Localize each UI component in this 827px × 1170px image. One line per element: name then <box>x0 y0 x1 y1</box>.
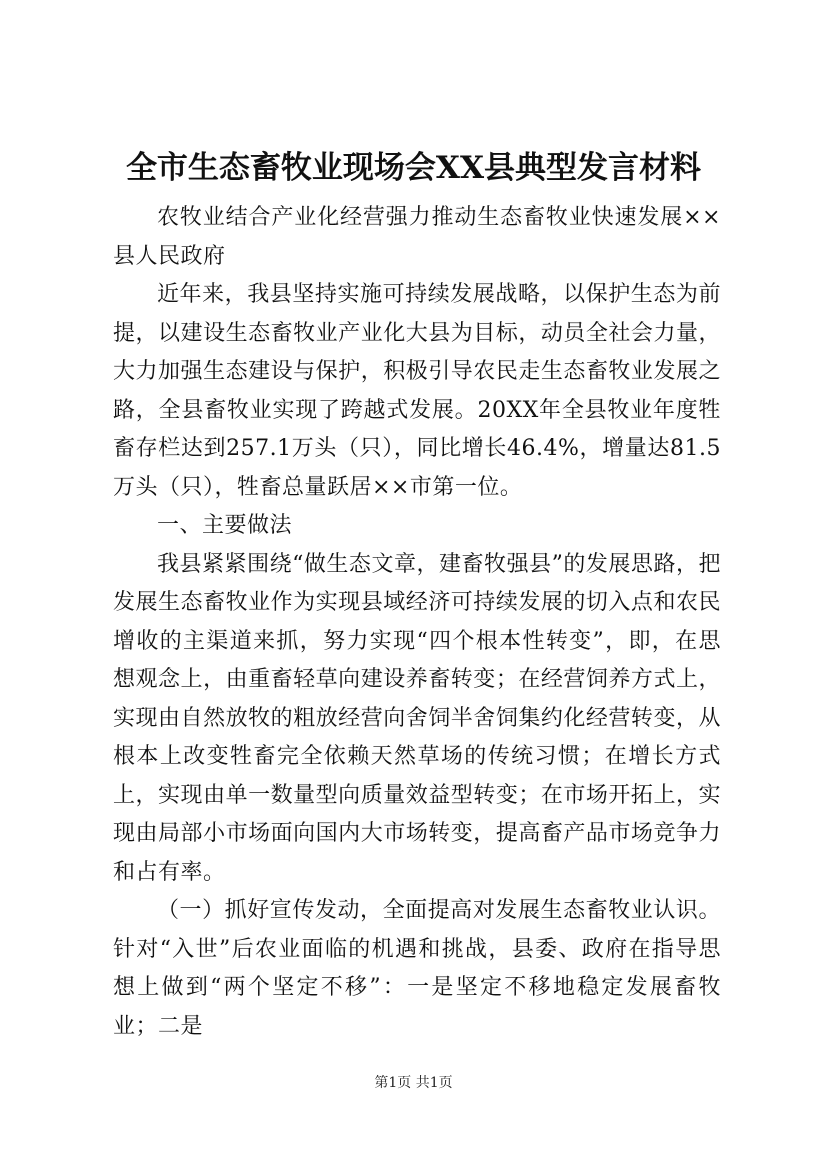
document-body <box>113 199 721 1046</box>
document-title: 全市生态畜牧业现场会XX县典型发言材料 <box>125 150 702 186</box>
page-footer: 第1页 共1页 <box>374 1075 453 1091</box>
body-paragraph: 我县紧紧围绕“做生态文章，建畜牧强县”的发展思路，把发展生态畜牧业作为实现县域经济可持续发展的切入点和农民增收的主渠道来抓，努力实现“四个根本性转变”，即，在思想观念上，由重畜轻草向建设养畜转变；在经营饲养方式上，实现由自然放牧的粗放经营向舍饲半舍饲集约化经营转变，从根本上改变牲畜完全依赖天然草场的传统习惯；在增长方式上，实现由单一数量型向质量效益型转变；在市场开拓上，实现由局部小市场面向国内大市场转变，提高畜产品市场竞争力和占有率。 <box>113 551 721 885</box>
body-paragraph: （一）抓好宣传发动，全面提高对发展生态畜牧业认识。针对“入世”后农业面临的机遇和挑战，县委、政府在指导思想上做到“两个坚定不移”：一是坚定不移地稳定发展畜牧业；二是 <box>113 898 721 1039</box>
section-heading: 一、主要做法 <box>157 513 293 538</box>
body-paragraph: 近年来，我县坚持实施可持续发展战略，以保护生态为前提，以建设生态畜牧业产业化大县为目标，动员全社会力量，大力加强生态建设与保护，积极引导农民走生态畜牧业发展之路，全县畜牧业实现了跨越式发展。20XX年全县牧业年度牲畜存栏达到257.1万头（只），同比增长46.4%，增量达81.5万头（只），牲畜总量跃居××市第一位。 <box>113 282 721 500</box>
subtitle-paragraph: 农牧业结合产业化经营强力推动生态畜牧业快速发展××县人民政府 <box>113 205 721 269</box>
